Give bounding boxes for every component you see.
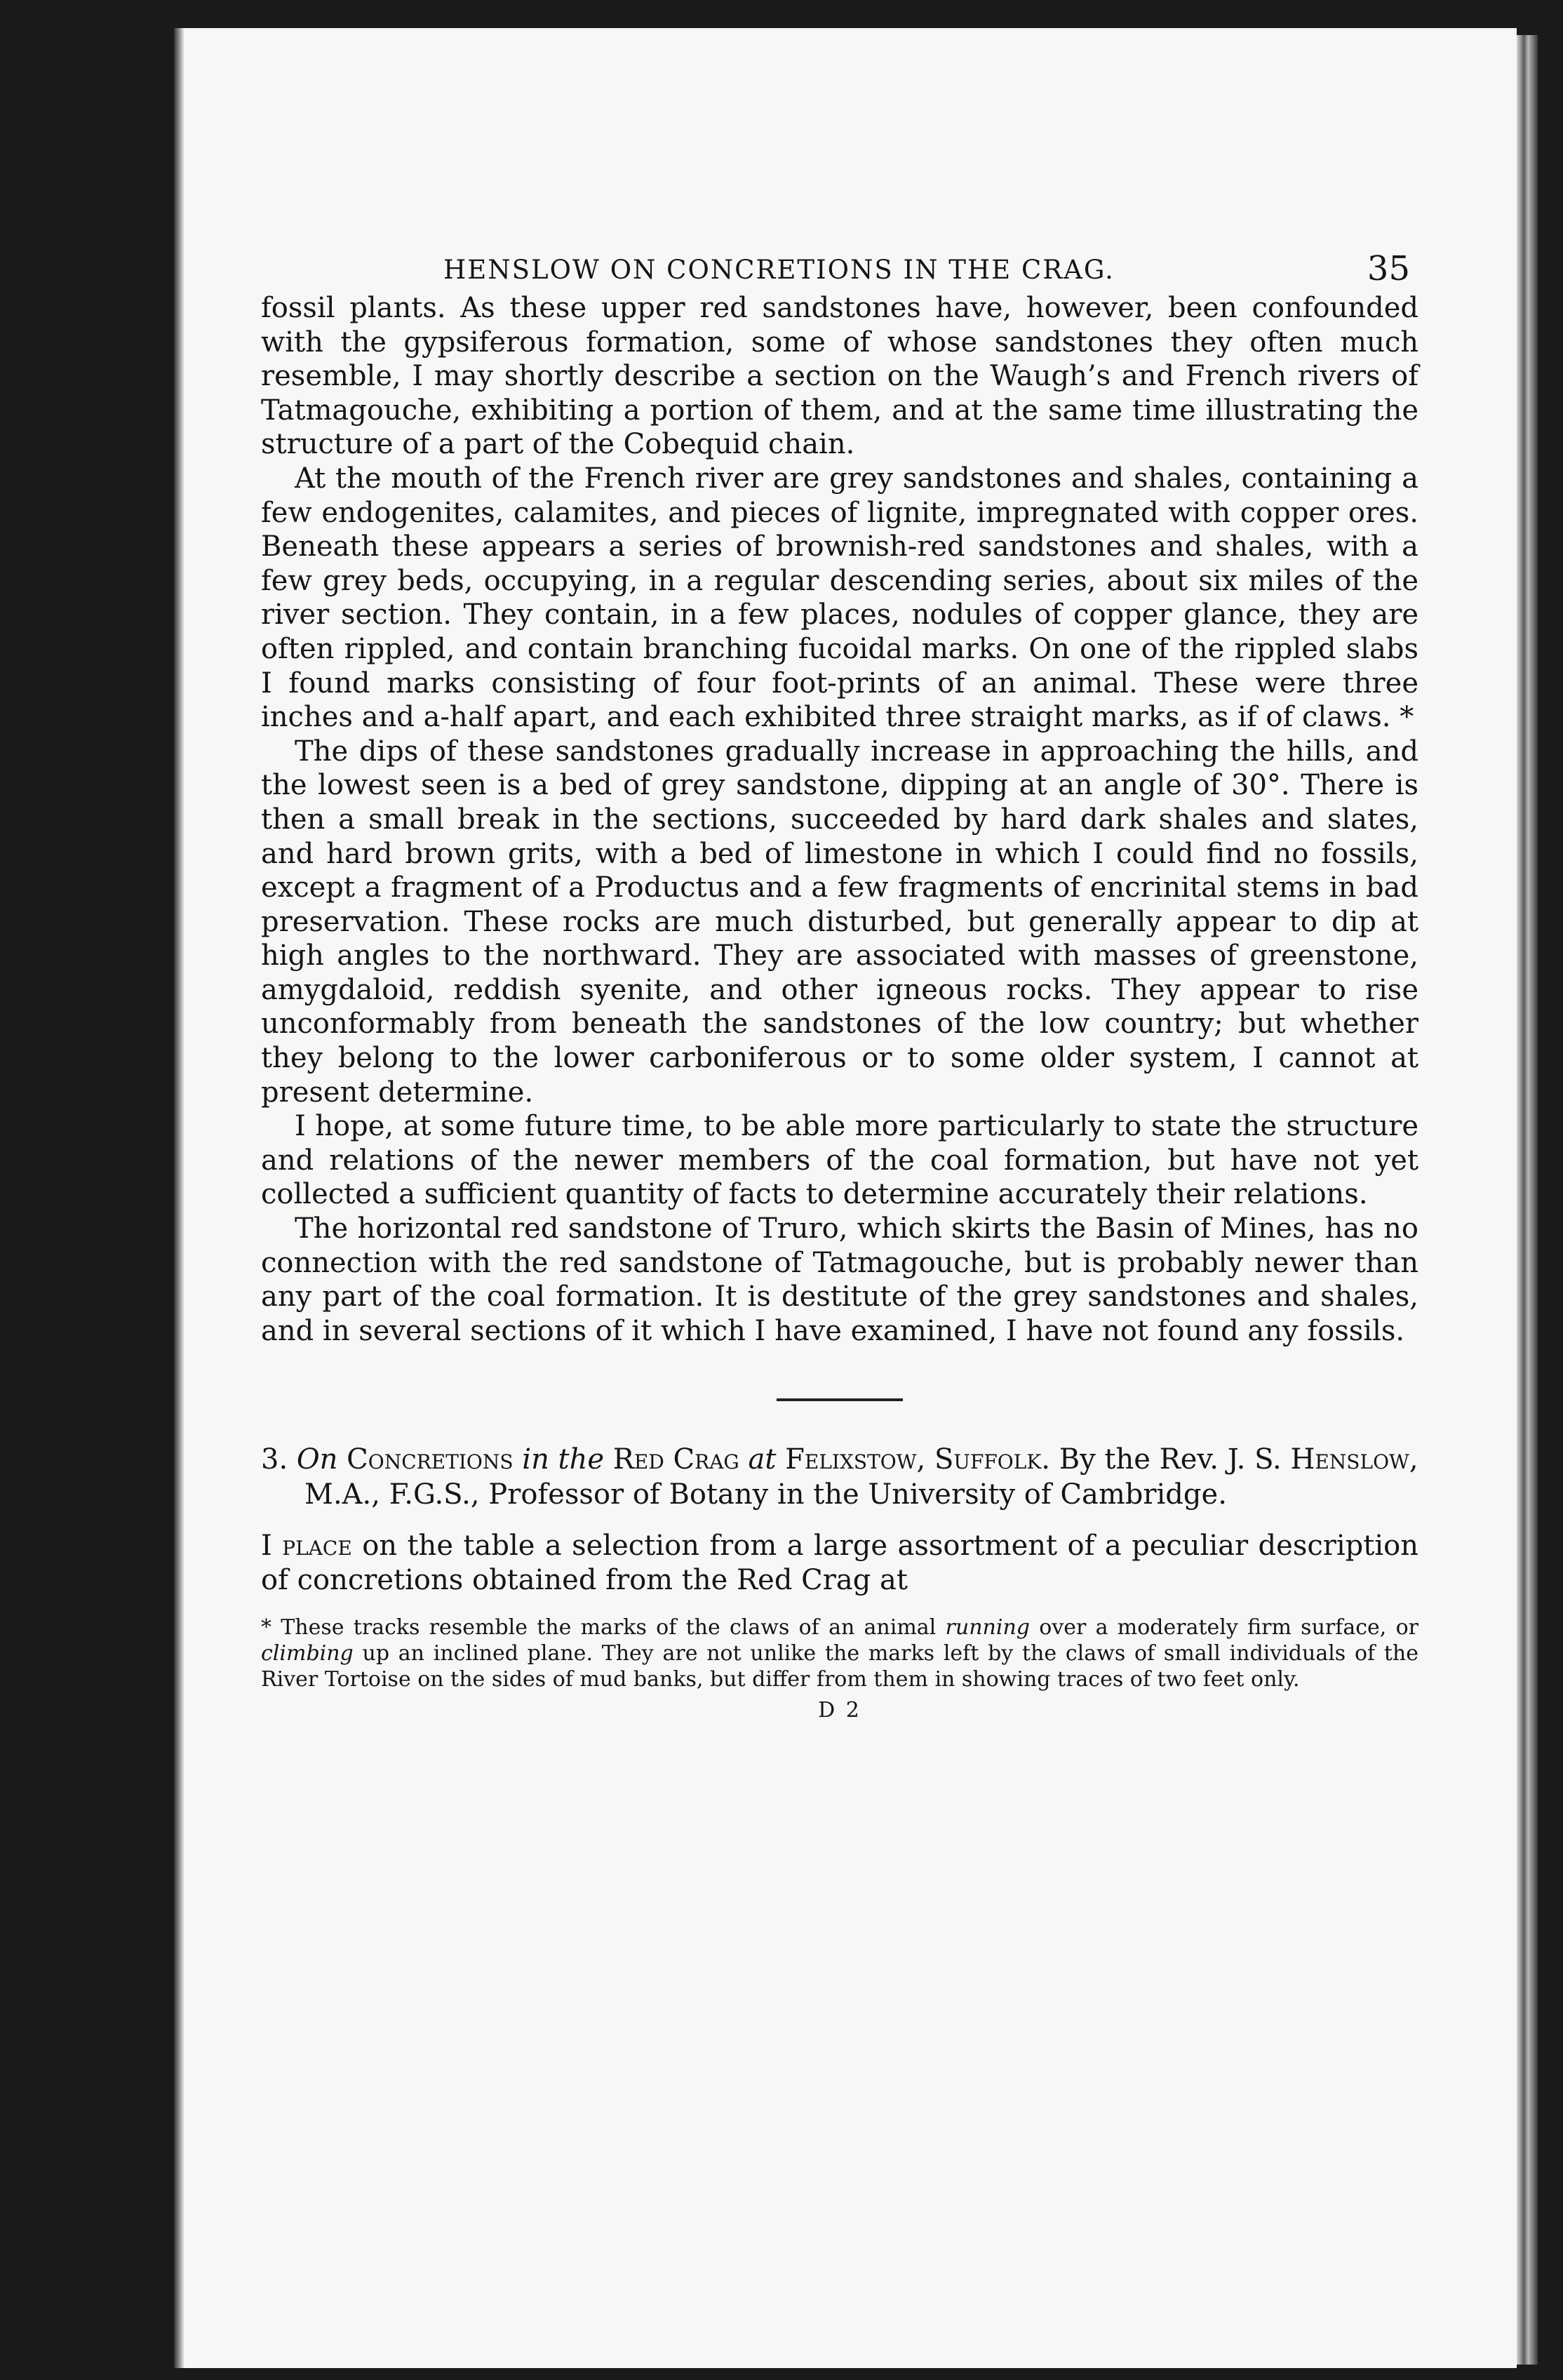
signature-mark: D 2: [818, 1697, 861, 1723]
running-head-title: HENSLOW ON CONCRETIONS IN THE CRAG.: [443, 255, 1115, 285]
body-text: [261, 291, 1418, 1348]
page-gutter: [174, 28, 184, 2368]
article-number: 3.: [261, 1443, 288, 1476]
footnote-text-1: * These tracks resemble the marks of the claws of an animal: [261, 1614, 946, 1640]
paragraph-3: The dips of these sandstones gradually increase in approaching the hills, and the lowest seen is a bed of grey sandstone, dipping at an angle of 30°. There is then a small break in the sections, succeeded by hard dark shales and slates, and hard brown grits, with a bed of limestone in which I could find no fossils, except a fragment of a Productus and a few fragments of encrinital stems in bad preservation. These rocks are much disturbed, but generally appear to dip at high angles to the northward. They are associated with masses of greenstone, amygdaloid, reddish syenite, and other igneous rocks. They appear to rise unconformably from beneath the sandstones of the low country; but whether they belong to the lower carboniferous or to some older system, I cannot at present determine.: [261, 735, 1418, 1109]
page-content: [261, 249, 1418, 1723]
opening-word: I place: [261, 1530, 352, 1563]
running-head: [261, 249, 1418, 291]
paragraph-1: fossil plants. As these upper red sandstones have, however, been confounded with the gypsiferous formation, some of whose sandstones they often much resemble, I may shortly describe a section on the Waugh’s and French rivers of Tatmagouche, exhibiting a portion of them, and at the same time illustrating the structure of a part of the Cobequid chain.: [261, 292, 1418, 461]
heading-red-crag: Red Crag: [612, 1443, 739, 1476]
footnote: [261, 1614, 1418, 1692]
article-heading: [261, 1442, 1418, 1512]
heading-concretions: Concretions: [347, 1443, 514, 1476]
footnote-text-2: over a moderately firm surface, or: [1029, 1614, 1418, 1640]
page-number: 35: [1367, 249, 1410, 288]
footnote-italic-climbing: climbing: [261, 1640, 354, 1666]
heading-in-the: in the: [522, 1443, 605, 1476]
book-page: [184, 28, 1517, 2368]
heading-on: On: [296, 1443, 338, 1476]
paragraph-2: At the mouth of the French river are grey sandstones and shales, containing a few endogenites, calamites, and pieces of lignite, impregnated with copper ores. Beneath these appears a series of brownish-red sandstones and shales, with a few grey beds, occupying, in a regular descending series, about six miles of the river section. They contain, in a few places, nodules of copper glance, they are often rippled, and contain branching fucoidal marks. On one of the rippled slabs I found marks consisting of four foot-prints of an animal. These were three inches and a-half apart, and each exhibited three straight marks, as if of claws. *: [261, 462, 1418, 734]
section-divider: [777, 1398, 903, 1401]
heading-at: at: [748, 1443, 777, 1476]
author-name: Henslow: [1290, 1443, 1409, 1476]
byline-pre: By the Rev. J. S.: [1059, 1443, 1282, 1476]
opening-text: on the table a selection from a large assortment of a peculiar description of concretions obtained from the Red Crag at: [261, 1530, 1418, 1596]
footnote-text-3: up an inclined plane. They are not unlike the marks left by the claws of small individuals of the River Tortoise on the sides of mud banks, but differ from them in showing traces of two feet only.: [261, 1640, 1418, 1692]
page-edge: [1517, 35, 1538, 2365]
paragraph-5: The horizontal red sandstone of Truro, which skirts the Basin of Mines, has no connection with the red sandstone of Tatmagouche, but is probably newer than any part of the coal formation. It is destitute of the grey sandstones and shales, and in several sections of it which I have examined, I have not found any fossils.: [261, 1212, 1418, 1347]
paragraph-4: I hope, at some future time, to be able more particularly to state the structure and relations of the newer members of the coal formation, but have not yet collected a sufficient quantity of facts to determine accurately their relations.: [261, 1110, 1418, 1211]
article-opening: [261, 1529, 1418, 1597]
footnote-italic-running: running: [945, 1614, 1030, 1640]
heading-place: Felixstow, Suffolk.: [785, 1443, 1050, 1476]
byline-post: , M.A., F.G.S., Professor of Botany in the University of Cambridge.: [304, 1443, 1418, 1511]
